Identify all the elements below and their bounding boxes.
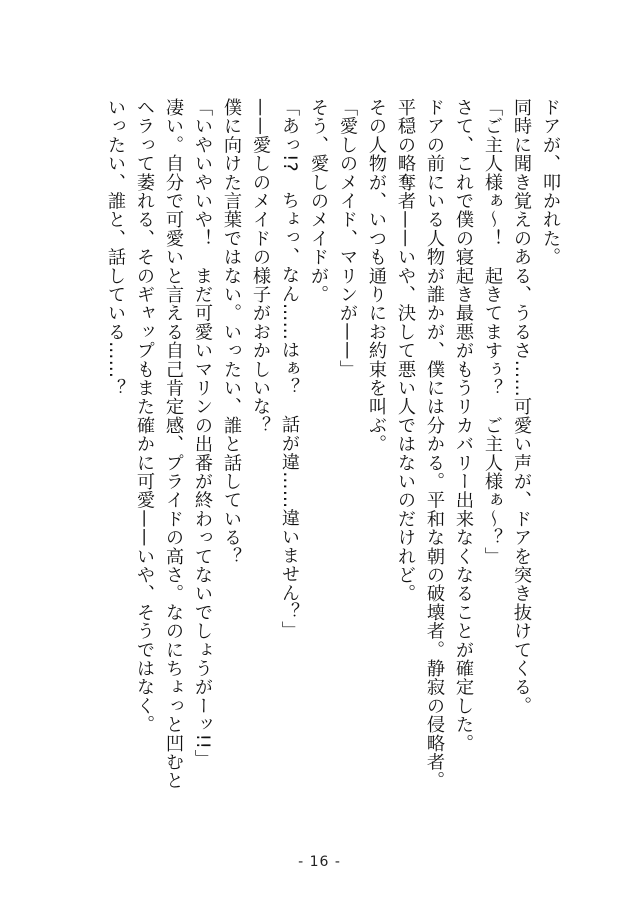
text-line: 凄い。自分で可愛いと言える自己肯定感、プライドの高さ。なのにちょっと凹むと	[163, 98, 184, 790]
text-line: 平穏の略奪者——いや、決して悪い人ではないのだけれど。	[395, 98, 416, 603]
text-line: いったい、誰と、話している……？	[105, 98, 126, 398]
text-line: さて、これで僕の寝起き最悪がもうリカバリー出来なくなることが確定した。	[453, 98, 474, 753]
text-line: 「愛しのメイド、マリンが——」	[337, 98, 358, 379]
text-line: 「いやいやいや！ まだ可愛いマリンの出番が終わってないでしょうがーッ!!」	[192, 98, 213, 769]
text-line: 「ご主人様ぁ〜！ 起きてますぅ？ ご主人様ぁ〜？」	[482, 98, 503, 566]
text-line: そう、愛しのメイドが。	[308, 98, 329, 304]
text-line: ——愛しのメイドの様子がおかしいな？	[250, 98, 271, 435]
text-line: ヘラって萎れる、そのギャップもまた確かに可愛——いや、そうではなく。	[134, 98, 155, 734]
novel-text-block	[101, 98, 565, 818]
text-line: 「あっ!? ちょっ、なん……はぁ？ 話が違……違いません？」	[279, 98, 300, 640]
text-line: その人物が、いつも通りにお約束を叫ぶ。	[366, 98, 387, 454]
text-line: ドアが、叩かれた。	[540, 98, 561, 267]
text-line: ドアの前にいる人物が誰かが、僕には分かる。平和な朝の破壊者。静寂の侵略者。	[424, 98, 445, 790]
page-number: - 16 -	[298, 854, 341, 870]
text-line: 僕に向けた言葉ではない。いったい、誰と話している？	[221, 98, 242, 566]
text-line: 同時に聞き覚えのある、うるさ……可愛い声が、ドアを突き抜けてくる。	[511, 98, 532, 716]
